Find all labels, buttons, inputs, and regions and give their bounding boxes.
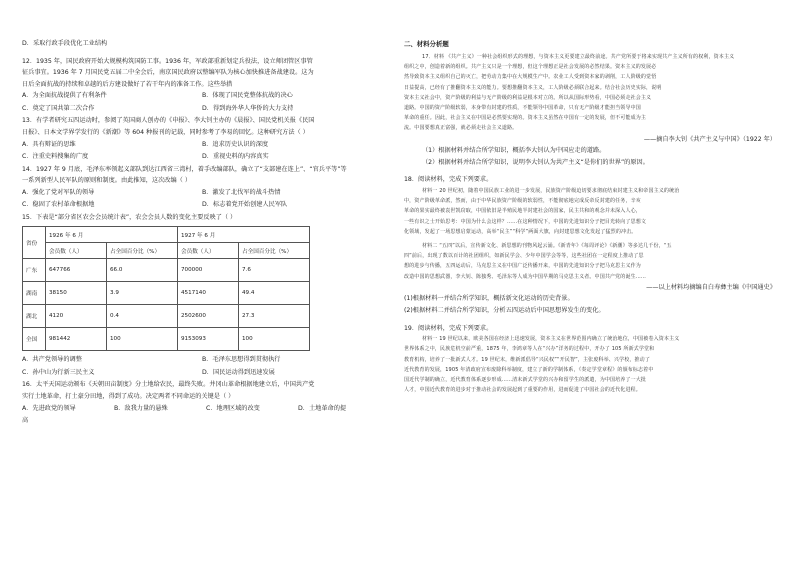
q16-option-b[interactable]: B．敌我力量的悬殊 [114,404,168,412]
q19-m1-line: 人才，中国近代教育的进步对于推动社会的发展起到了重要的作用，进而促进了中国社会的近代化进程。 [404,387,641,394]
q18-citation: ——以上材料均摘编自白寿彝主编《中国通史》 [646,283,776,291]
question-12 [22,56,382,116]
q17-material-line: 组织之中，创造着新的组织。共产主义只是一个理想，但这个理想正是社会发展的必然结果。资本主义的发展必 [404,64,657,71]
q12-option-b[interactable]: B．体现了国民党整体抗战的决心 [202,92,293,100]
q15-option-b[interactable]: B．毛泽东思想得到贯彻执行 [202,356,281,364]
question-19 [404,323,776,396]
q13-option-b[interactable]: B．追求历史认识的深度 [202,140,269,148]
q13-option-d[interactable]: D．重视史料的内容真实 [202,153,269,161]
q16-line: 实行土地革命，打土豪分田地，得到了成功。决定两者不同命运的关键是（ ） [22,392,235,400]
q15-options-row [22,367,382,380]
q16-option-a[interactable]: A．先进政党的领导 [22,404,76,412]
q17-sub2: （2）根据材料并结合所学知识，说明李大钊认为共产主义“是你们的世界”的原因。 [422,158,649,166]
q19-m1-line: 世界体系之中，民族危机空前严重，1875 年，李鸿章等人在“兴办”洋务的过程中，开办了 105 所新式学堂和 [404,346,655,353]
q17-citation: ——摘自李大钊《共产主义与中国》（1922 年） [643,135,776,143]
q18-m2-line: 改造中国的思想武器，李大钊、陈独秀、毛泽东等人成为中国早期的马克思主义者。中国共产党的诞生…… [404,273,647,280]
q18-m1-line: 中，资产阶级革命派，然而，由于中华民族资产阶级的软弱性，不能彻底地完成反帝反封建的任务，辛亥 [404,198,641,205]
table-subheader: 占全国百分比（%） [239,243,310,259]
q17-material-line: 17．材料 《共产主义》一种社会组织形式的理想，与资本主义更要建立最终前途。共产党所要于将来实现共产主义所有的权利，资本主义 [422,54,735,60]
q12-line: 征兵事宜。1936 年 7 月国民党五届二中全会后，南京国民政府以整编军队为核心加快推进备战建设。这为 [22,69,314,77]
q16-options-row [22,403,382,416]
q19-m1-line: 近代教育的发展，1905 年清政府宣布废除科举制度，建立了新的学制体系，《奏定学堂章程》的颁布标志着中 [404,366,654,373]
q15-options-row [22,354,382,367]
table-row [23,282,310,305]
q13-line: 13．有学者研究五四运动时，参阅了英国商人创办的《申报》、李大钊主办的《晨报》、国民党机关报《民国 [22,117,315,125]
table-corner-cell: 省份 [23,227,46,259]
table-cell: 49.4 [239,282,310,305]
q19-m1-line: 教育机构，培养了一批新式人才。19 世纪末，维新派倡导“兴民权”“开民智”，主张废科举、兴学校，推动了 [404,356,650,363]
table-period-header: 1926 年 6 月 [46,227,178,243]
table-cell: 3.9 [107,282,178,305]
q18-sub2: (2)根据材料二并结合所学知识，分析五四运动后中国思想界发生的变化。 [404,307,605,315]
q19-m1-line: 国近代学制的确立，近代教育体系逐步形成……清末新式学堂的兴办和留学生的派遣，为中国培养了一大批 [404,377,647,384]
q13-option-c[interactable]: C．注重史料搜集的广度 [22,153,89,161]
q16-line: 16．太平天国运动颁布《天朝田亩制度》分土地给农民，最终失败。井冈山革命根据地建立后，中国共产党 [22,381,315,389]
exam-sheet [8,10,786,555]
q18-stem: 18．阅读材料，完成下列要求。 [404,176,493,184]
table-cell: 7.6 [239,259,310,282]
question-15 [22,212,382,380]
q15-option-a[interactable]: A．共产党领导的调整 [22,356,82,364]
q15-stem: 15．下表是“部分省区农会会员统计表”，农会会员人数的变化主要反映了（ ） [22,213,237,221]
q18-m1-line: 革命的果实最终被袁世凯窃取，中国依旧是半殖民地半封建社会的国家，民主共和的观念并未深入人心， [404,208,641,215]
q14-options-row [22,199,382,212]
q18-m1-line: 一些有识之士开始思考：中国为什么会这样？……在这种情况下，中国的先进知识分子把目光转向了思想文 [404,218,647,225]
q14-option-a[interactable]: A．强化了党对军队的领导 [22,188,95,196]
q17-material-line: 然导致资本主义组织自己的灭亡，把劳动力集中在大规模生产中。农业工人受到资本家的剥削，工人阶级的觉悟 [404,74,657,81]
q17-material-line: 革命的重任。因此，社会主义在中国是必然要实现的。资本主义虽然在中国有一定的发展，但不可能成为主 [404,115,647,122]
q13-options-row [22,139,382,152]
table-cell: 9153093 [178,328,239,351]
q15-option-d[interactable]: D．国民运动得到迅速发展 [202,368,275,376]
table-subheader: 会员数（人） [46,243,107,259]
q12-options-row [22,103,382,116]
q18-m2-line: 四”前后，出现了数以百计的社团组织，如新民学会、少年中国学会等等，这些社团在一定程度上推动了思 [404,253,644,260]
q14-option-d[interactable]: D．标志着党开始创建人民军队 [202,201,288,209]
q19-m1-line: 材料一 19 世纪以来，欧美各国在经济上迅速发展，资本主义在世界范围内确立了统治地位，中国被卷入资本主义 [422,336,680,343]
q12-option-c[interactable]: C．奠定了国共第二次合作 [22,104,95,112]
q16-option-c[interactable]: C．地理区域的改变 [206,404,260,412]
q17-sub1: （1）根据材料并结合所学知识，概括李大钊认为中国应走的道路。 [422,147,606,155]
table-cell: 广东 [23,259,46,282]
q14-option-b[interactable]: B．激发了北伐军的战斗热情 [202,188,281,196]
table-cell: 66.0 [107,259,178,282]
question-17 [404,52,776,168]
table-row [23,305,310,328]
q12-line: 12．1935 年，国民政府开始大规模构筑国防工事。1936 年，军政部重新划定兵役法，设立师团管区事管 [22,57,313,65]
q18-m2-line: 材料二 “五四”以后，宣传新文化、新思想的刊物风起云涌。《新青年》《每周评论》《新潮》等多达几千份，“五 [422,243,672,250]
table-cell: 2502600 [178,305,239,328]
table-cell: 27.3 [239,305,310,328]
question-18 [404,174,776,316]
q17-material-line: 流。中国要想真正富强，就必须走社会主义道路。 [404,125,518,132]
q13-option-a[interactable]: A．具有辩证的思维 [22,140,76,148]
q17-material-line: 日益提高，已经有了推翻资本主义的能力。要想推翻资本主义，工人阶级必须联合起来。结合社会历史实际，说明 [404,84,662,91]
table-cell: 981442 [46,328,107,351]
table-cell: 100 [107,328,178,351]
q14-line: 14．1927 年 9 月底，毛泽东率领起义部队到达江西省三湾村，着手改编部队，确立了“支部建在连上”、“官兵平等”等 [22,165,347,173]
q13-options-row [22,151,382,164]
table-cell: 全国 [23,328,46,351]
q14-option-c[interactable]: C．稳固了农村革命根据地 [22,201,95,209]
question-16 [22,379,382,426]
table-period-header: 1927 年 6 月 [178,227,310,243]
q16-option-d[interactable]: D．土地革命的提 [298,404,347,412]
table-row [23,328,310,351]
table-cell: 0.4 [107,305,178,328]
q14-options-row [22,187,382,200]
q15-option-c[interactable]: C．孙中山为行新三民主义 [22,368,95,376]
q12-option-d[interactable]: D．得到海外华人华侨的大力支持 [202,104,294,112]
table-subheader: 占全国百分比（%） [107,243,178,259]
q17-material-line: 道路。中国的资产阶级软弱，本身带有封建的性质，不能领导中国革命，只有无产阶级才能担当领导中国 [404,105,641,112]
section-title: 二、材料分析题 [404,40,449,48]
table-cell: 4517140 [178,282,239,305]
q18-sub1: (1)根据材料一并结合所学知识，概括新文化运动的历史背景。 [404,295,574,303]
table-cell: 700000 [178,259,239,282]
q12-options-row [22,90,382,103]
table-cell: 100 [239,328,310,351]
q13-line: 日报》、日本文学界学发行的《新潮》等 604 种报刊的记载，同时参考了李易的回忆。这种研究方法（ ） [22,128,309,136]
q17-material-line: 资本主义社会中，资产阶级的利益与无产阶级的利益是根本对立的。所以从国际形势看，中国必须走社会主义 [404,94,652,101]
q14-line: 一系列新型人民军队的原则和制度。由此推知，这次改编（ ） [22,177,192,185]
q12-line: 日后全面抗战的持续和卓越的后方建设做好了若干年内的准备工作。这些举措 [22,80,233,88]
q18-m2-line: 想的进步与传播，五四运动后，马克思主义在中国广泛传播开来，中国的先进知识分子把马克思主义作为 [404,263,641,270]
question-13 [22,115,382,163]
right-column [404,10,776,395]
table-row [23,259,310,282]
table-cell: 4120 [46,305,107,328]
left-column [22,10,382,427]
q16-option-d-wrap: 高 [22,417,29,425]
q15-table [22,226,310,351]
table-cell: 38150 [46,282,107,305]
table-subheader: 会员数（人） [178,243,239,259]
question-14 [22,164,382,212]
q18-m1-line: 化领域，发起了一场思想启蒙运动，高举“民主”“科学”两面大旗，向封建思想文化发起了猛烈的冲击。 [404,228,637,235]
q12-option-a[interactable]: A．为全面抗战提供了有利条件 [22,92,107,100]
q11-option-d: D．采取行政手段优化工业结构 [22,40,108,47]
table-cell: 647766 [46,259,107,282]
q19-stem: 19．阅读材料，完成下列要求。 [404,324,493,332]
q18-m1-line: 材料一 20 世纪初，随着中国民族工业的进一步发展，民族资产阶级迫切要求彻底结束封建主义和帝国主义的统治 [422,188,680,194]
table-cell: 湖南 [23,282,46,305]
table-cell: 湖北 [23,305,46,328]
